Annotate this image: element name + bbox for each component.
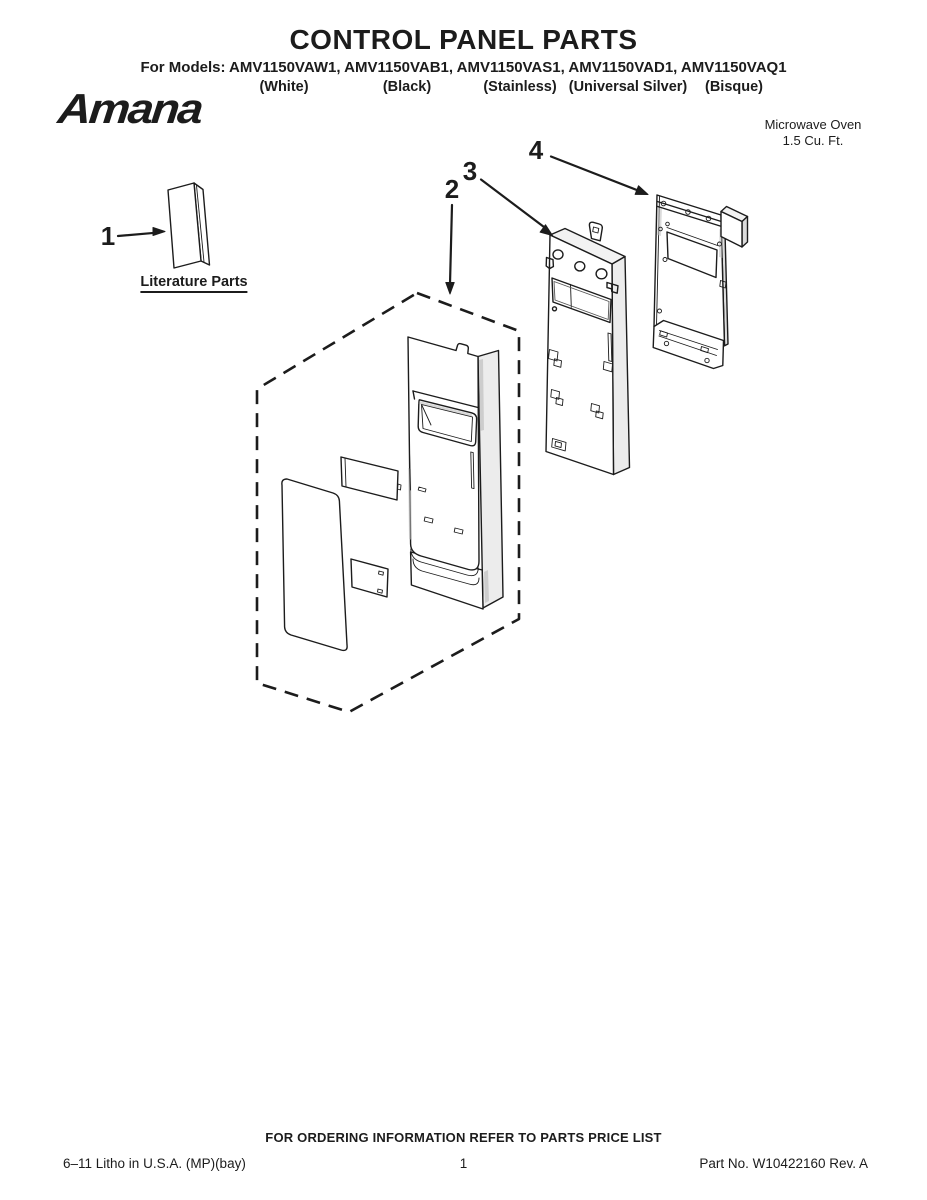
finish-label-bisque: (Bisque) <box>705 79 763 95</box>
finish-label-black: (Black) <box>382 79 432 95</box>
callout-number-1: 1 <box>100 221 116 251</box>
product-line-2: 1.5 Cu. Ft. <box>782 133 844 148</box>
part-number: Part No. W10422160 Rev. A <box>699 1156 868 1171</box>
part-2-control-panel-group <box>282 337 503 650</box>
callout-number-4: 4 <box>528 135 544 165</box>
callout-number-2: 2 <box>444 174 460 204</box>
part-1-literature-book <box>168 183 210 268</box>
callout-arrow-3 <box>481 180 553 236</box>
page-number: 1 <box>459 1156 468 1171</box>
product-line-1: Microwave Oven <box>764 117 862 132</box>
finish-label-stainless: (Stainless) <box>483 79 557 95</box>
models-line: For Models: AMV1150VAW1, AMV1150VAB1, AMV1150VAS1, AMV1150VAD1, AMV1150VAQ1 <box>140 59 787 76</box>
lower-access-plate <box>351 559 388 597</box>
finish-label-universal-silver: (Universal Silver) <box>568 79 688 95</box>
literature-parts-label: Literature Parts <box>140 274 247 293</box>
upper-access-plate <box>341 457 401 500</box>
amana-logo: Amana <box>55 85 204 132</box>
part-3-support-panel <box>546 222 630 474</box>
control-panel-body <box>408 337 503 609</box>
glass-overlay-sheet <box>282 479 347 650</box>
callout-arrow-1 <box>118 228 165 237</box>
part-4-mounting-bracket <box>653 195 747 369</box>
callout-arrow-4 <box>551 157 648 195</box>
page-title: CONTROL PANEL PARTS <box>289 24 638 55</box>
finish-label-white: (White) <box>259 79 309 95</box>
litho-note: 6–11 Litho in U.S.A. (MP)(bay) <box>63 1156 246 1171</box>
ordering-note: FOR ORDERING INFORMATION REFER TO PARTS PRICE LIST <box>265 1130 662 1145</box>
callout-number-3: 3 <box>462 156 478 186</box>
callout-arrow-2 <box>446 205 454 294</box>
